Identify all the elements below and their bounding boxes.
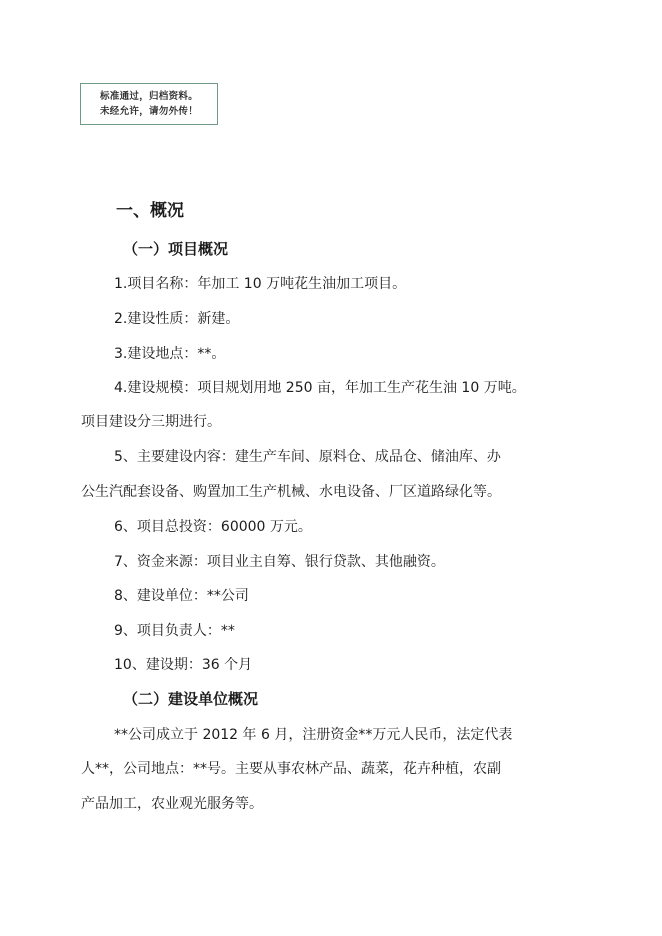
item-project-lead: 9、项目负责人：** [114, 623, 235, 639]
subsection-heading-project-overview: （一）项目概况 [123, 240, 229, 258]
item-construction-unit: 8、建设单位：**公司 [114, 588, 249, 604]
unit-paragraph-line-3: 产品加工，农业观光服务等。 [81, 796, 263, 812]
stamp-line-1: 标准通过，归档资料。 [100, 91, 199, 102]
item-main-content: 5、主要建设内容：建生产车间、原料仓、成品仓、储油库、办 [114, 449, 501, 465]
subsection-heading-unit-overview: （二）建设单位概况 [123, 690, 259, 708]
section-heading-overview: 一、概况 [116, 201, 184, 221]
item-construction-scale-cont: 项目建设分三期进行。 [81, 414, 221, 430]
item-project-name: 1.项目名称：年加工 10 万吨花生油加工项目。 [114, 276, 407, 292]
watermark-stamp-box [80, 83, 218, 125]
item-construction-location: 3.建设地点：**。 [114, 346, 226, 362]
item-total-investment: 6、项目总投资：60000 万元。 [114, 519, 312, 535]
stamp-line-2: 未经允许，请勿外传！ [100, 106, 199, 117]
item-main-content-cont: 公生汽配套设备、购置加工生产机械、水电设备、厂区道路绿化等。 [81, 484, 501, 500]
item-construction-nature: 2.建设性质：新建。 [114, 311, 240, 327]
item-construction-period: 10、建设期：36 个月 [114, 657, 253, 673]
unit-paragraph-line-2: 人**，公司地点：**号。主要从事农林产品、蔬菜，花卉种植，农副 [81, 761, 501, 777]
item-construction-scale: 4.建设规模：项目规划用地 250 亩，年加工生产花生油 10 万吨。 [114, 380, 526, 396]
item-funding-source: 7、资金来源：项目业主自筹、银行贷款、其他融资。 [114, 554, 445, 570]
unit-paragraph-line-1: **公司成立于 2012 年 6 月，注册资金**万元人民币，法定代表 [114, 727, 513, 743]
